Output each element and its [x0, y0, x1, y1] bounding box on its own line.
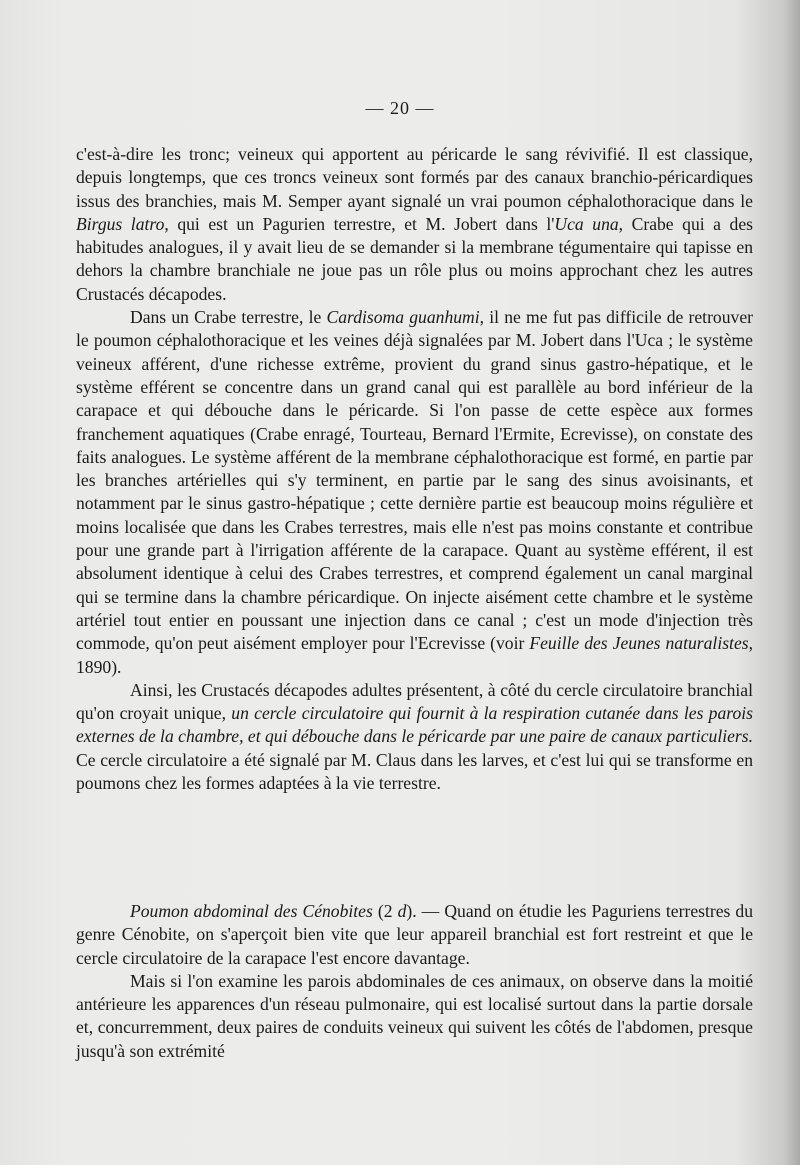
paragraph-3-text-b: Ce cercle circulatoire a été signalé par M. Claus dans les larves, et c'est lui qui se transforme en poumons chez les formes adaptées à la vie terrestre. — [76, 749, 753, 794]
page-number: — 20 — — [365, 98, 435, 118]
paragraph-5-text: Mais si l'on examine les parois abdominales de ces animaux, on observe dans la moitié antérieure les apparences d'un réseau pulmonaire, qui est localisé surtout dans la partie dorsale et, concurremment, deux paires de conduits veineux qui suivent les côtés de l'abdomen, presque jusqu'à son extrémité — [76, 970, 753, 1061]
species-uca-una: Uca una — [554, 213, 619, 234]
paragraph-1 — [76, 143, 753, 306]
species-birgus-latro: Birgus latro — [76, 213, 165, 234]
paragraph-3-text-a: Ainsi, les Crustacés décapodes adultes présentent, à côté du cercle circulatoire branchial qu'on croyait unique, — [76, 679, 753, 724]
body-text-lower — [76, 900, 753, 1063]
paragraph-2-text-a: Dans un Crabe terrestre, le — [130, 307, 322, 328]
paragraph-4-text: ). — Quand on étudie les Paguriens terrestres du genre Cénobite, on s'aperçoit bien vite que leur appareil branchial est fort restreint et que le cercle circulatoire de la carapace l'est encore davantage. — [76, 901, 754, 968]
section-heading-poumon-abdominal: Poumon abdominal des Cénobites — [130, 901, 373, 921]
paragraph-2 — [76, 306, 753, 679]
paragraph-2-text-b: , il ne me fut pas difficile de retrouver le poumon céphalothoracique et les veines déjà signalées par M. Jobert dans l'Uca ; le système veineux afférent, d'une richesse extrême, provient du grand sinus gastro-hépatique, et le système efférent se concentre dans un grand canal qui est parallèle au bord inférieur de la carapace et qui débouche dans le péricarde. Si l'on passe de cette espèce aux formes franchement aquatiques (Crabe enragé, Tourteau, Bernard l'Ermite, Ecrevisse), on constate des faits analogues. Le système afférent de la membrane céphalothoracique est formé, en partie par les branches artérielles qui s'y terminent, en partie par le sang des sinus avoisinants, et notamment par le sinus gastro-hépatique ; cette dernière partie est beaucoup moins régulière et moins localisée que dans les Crabes terrestres, mais elle n'est pas moins constante et contribue pour une grande part à l'irrigation afférente de la carapace. Quant au système efférent, il est absolument identique à celui des Crabes terrestres, et comprend également un canal marginal qui se termine dans la chambre péricardique. On injecte aisément cette chambre et le système artériel tout entier en poussant une injection dans ce canal ; c'est un mode d'injection très commode, qu'on peut aisément employer pour l'Ecrevisse (voir — [76, 307, 753, 654]
paragraph-3-emphasis: un cercle circulatoire qui fournit à la respiration cutanée dans les parois externes de la chambre, et qui débouche dans le péricarde par une paire de canaux particuliers. — [76, 703, 753, 747]
figure-ref-letter: d — [397, 901, 407, 921]
paragraph-1-text-a: c'est-à-dire les tronc; veineux qui apportent au péricarde le sang révivifié. Il est classique, depuis longtemps, que ces troncs veineux sont formés par des canaux branchio-péricardiques issus des branchies, mais M. Semper ayant signalé un vrai poumon céphalothoracique dans le — [76, 144, 753, 211]
paragraph-5 — [76, 970, 753, 1063]
paragraph-1-text-b: , qui est un Pagurien terrestre, et M. Jobert dans l' — [164, 213, 555, 234]
body-text-upper — [76, 143, 753, 795]
paragraph-4 — [76, 900, 753, 970]
paragraph-3 — [76, 679, 753, 795]
figure-ref-open: (2 — [377, 901, 393, 921]
species-cardisoma-guanhumi: Cardisoma guanhumi — [326, 307, 480, 328]
paragraph-1-text-c: , Crabe qui a des habitudes analogues, il y avait lieu de se demander si la membrane tégumentaire qui tapisse en dehors la chambre branchiale ne joue pas un rôle plus ou moins approchant chez les autres Crustacés décapodes. — [76, 213, 753, 304]
paragraph-2-text-c: , 1890). — [76, 633, 754, 677]
journal-title: Feuille des Jeunes naturalistes — [529, 633, 749, 654]
